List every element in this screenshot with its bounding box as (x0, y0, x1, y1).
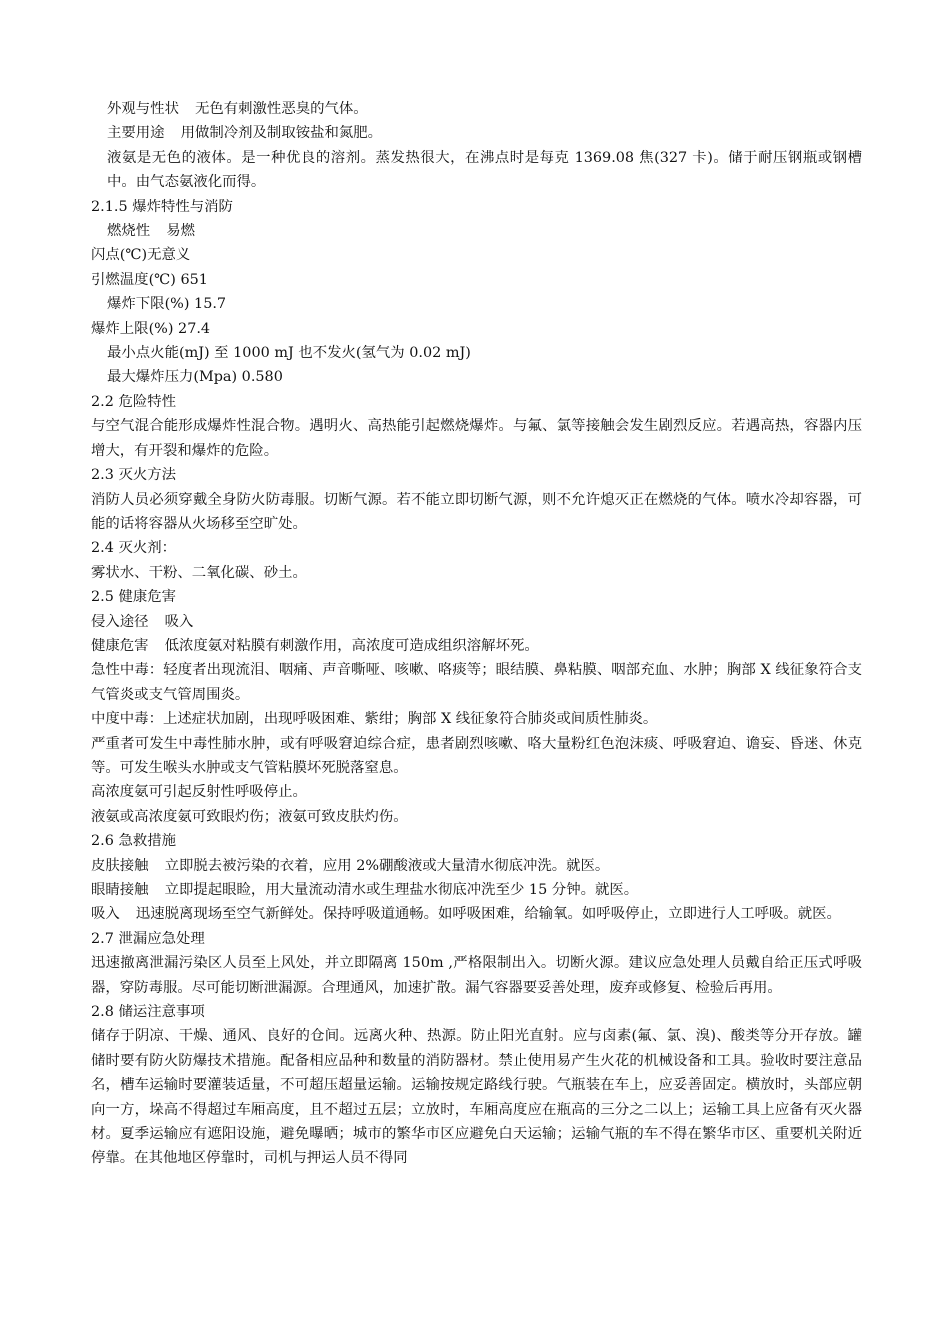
extinguisher-paragraph: 雾状水、干粉、二氧化碳、砂土。 (91, 564, 307, 581)
skin-contact-value: 立即脱去被污染的衣着，应用 2%硼酸液或大量清水彻底冲洗。就医。 (164, 857, 610, 874)
upper-explosion-limit-row: 爆炸上限(%) 27.4 (91, 320, 211, 337)
flammability-row (91, 219, 862, 243)
leak-paragraph: 迅速撤离泄漏污染区人员至上风处，并立即隔离 150m ,严格限制出入。切断火源。建议应急处理人员戴自给正压式呼吸器，穿防毒服。尽可能切断泄漏源。合理通风，加速扩散。漏气容器要妥善处理，废弃或修复、检验后再用。 (91, 955, 862, 996)
storage-section-heading: 2.8 储运注意事项 (91, 1004, 205, 1021)
explosion-section-heading: 2.1.5 爆炸特性与消防 (91, 198, 233, 215)
skin-contact-row (91, 854, 862, 878)
ignition-temperature-row: 引燃温度(℃) 651 (91, 271, 208, 288)
severe-poisoning-paragraph: 严重者可发生中毒性肺水肿，或有呼吸窘迫综合症，患者剧烈咳嗽、咯大量粉红色泡沫痰、呼吸窘迫、谵妄、昏迷、休克等。可发生喉头水肿或支气管粘膜坏死脱落窒息。 (91, 735, 862, 776)
hazard-section-heading: 2.2 危险特性 (91, 393, 177, 410)
skin-contact-label: 皮肤接触 (91, 857, 149, 874)
moderate-poisoning-paragraph: 中度中毒：上述症状加剧，出现呼吸困难、紫绀；胸部 X 线征象符合肺炎或间质性肺炎。 (91, 711, 658, 728)
min-ignition-energy-row: 最小点火能(mJ) 至 1000 mJ 也不发火(氢气为 0.02 mJ) (107, 345, 471, 362)
health-hazard-row (91, 634, 862, 658)
extinguisher-section-heading: 2.4 灭火剂： (91, 540, 177, 557)
health-hazard-value: 低浓度氨对粘膜有刺激作用，高浓度可造成组织溶解坏死。 (164, 637, 539, 654)
flammability-value: 易燃 (166, 223, 195, 240)
route-value: 吸入 (164, 613, 194, 630)
eye-contact-row (91, 878, 862, 902)
health-hazard-label: 健康危害 (91, 637, 149, 654)
inhalation-value: 迅速脱离现场至空气新鲜处。保持呼吸道通畅。如呼吸困难，给输氧。如呼吸停止，立即进行人工呼吸。就医。 (135, 906, 841, 923)
first-aid-section-heading: 2.6 急救措施 (91, 833, 177, 850)
main-use-label: 主要用途 (107, 125, 165, 142)
firefighting-paragraph: 消防人员必须穿戴全身防火防毒服。切断气源。若不能立即切断气源，则不允许熄灭正在燃烧的气体。喷水冷却容器，可能的话将容器从火场移至空旷处。 (91, 491, 862, 532)
storage-paragraph: 储存于阴凉、干燥、通风、良好的仓间。远离火种、热源。防止阳光直射。应与卤素(氟、氯、溴)、酸类等分开存放。罐储时要有防火防爆技术措施。配备相应品种和数量的消防器材。禁止使用易产生火花的机械设备和工具。验收时要注意品名，槽车运输时要灌装适量，不可超压超量运输。运输按规定路线行驶。气瓶装在车上，应妥善固定。横放时，头部应朝向一方，垛高不得超过车厢高度，且不超过五层；立放时，车厢高度应在瓶高的三分之二以上；运输工具上应备有灭火器材。夏季运输应有遮阳设施，避免曝晒；城市的繁华市区应避免白天运输；运输气瓶的车不得在繁华市区、重要机关附近停靠。在其他地区停靠时，司机与押运人员不得同 (91, 1028, 862, 1167)
leak-section-heading: 2.7 泄漏应急处理 (91, 930, 205, 947)
appearance-label: 外观与性状 (107, 101, 179, 117)
lower-explosion-limit-row: 爆炸下限(%) 15.7 (107, 296, 227, 313)
flammability-label: 燃烧性 (107, 223, 151, 240)
route-label: 侵入途径 (91, 613, 149, 630)
liquid-ammonia-paragraph: 液氨是无色的液体。是一种优良的溶剂。蒸发热很大，在沸点时是每克 1369.08 焦(327 卡)。储于耐压钢瓶或钢槽中。由气态氨液化而得。 (107, 149, 862, 191)
inhalation-row (91, 902, 862, 926)
appearance-row (91, 97, 862, 121)
eye-contact-value: 立即提起眼睑，用大量流动清水或生理盐水彻底冲洗至少 15 分钟。就医。 (164, 882, 639, 898)
hazard-paragraph: 与空气混合能形成爆炸性混合物。遇明火、高热能引起燃烧爆炸。与氟、氯等接触会发生剧烈反应。若遇高热，容器内压增大，有开裂和爆炸的危险。 (91, 418, 862, 459)
burns-paragraph: 液氨或高浓度氨可致眼灼伤；液氨可致皮肤灼伤。 (91, 808, 408, 825)
route-row (91, 610, 862, 634)
health-section-heading: 2.5 健康危害 (91, 589, 177, 606)
max-explosion-pressure-row: 最大爆炸压力(Mpa) 0.580 (107, 369, 283, 386)
high-concentration-paragraph: 高浓度氨可引起反射性呼吸停止。 (91, 784, 307, 801)
main-use-row (91, 121, 862, 145)
flash-point-row: 闪点(℃)无意义 (91, 247, 191, 264)
appearance-value: 无色有刺激性恶臭的气体。 (194, 101, 368, 117)
main-use-value: 用做制冷剂及制取铵盐和氮肥。 (180, 125, 383, 142)
inhalation-label: 吸入 (91, 906, 120, 923)
firefighting-section-heading: 2.3 灭火方法 (91, 467, 177, 484)
eye-contact-label: 眼睛接触 (91, 882, 149, 898)
acute-poisoning-paragraph: 急性中毒：轻度者出现流泪、咽痛、声音嘶哑、咳嗽、咯痰等；眼结膜、鼻粘膜、咽部充血、水肿；胸部 X 线征象符合支气管炎或支气管周围炎。 (91, 662, 862, 703)
